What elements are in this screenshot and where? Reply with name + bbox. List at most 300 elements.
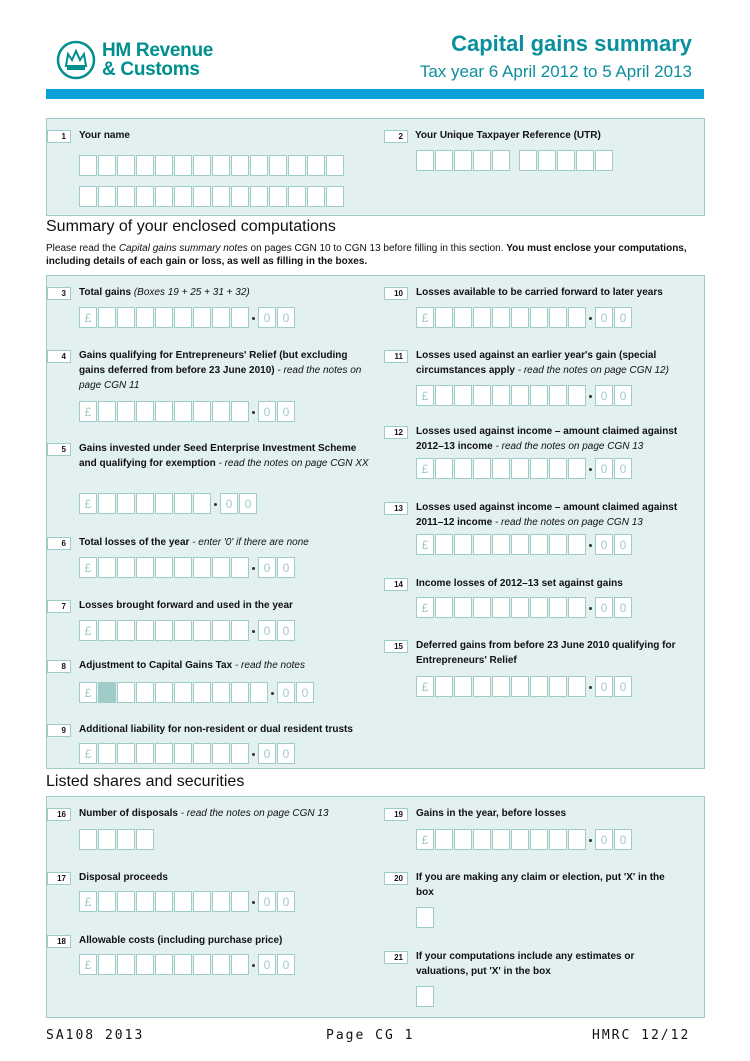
pound-digit-box[interactable] (155, 557, 173, 578)
pound-digit-box[interactable] (435, 458, 453, 479)
question-text: Gains invested under Seed Enterprise Investment Scheme and qualifying for exemption (79, 443, 357, 469)
pound-digit-box[interactable] (136, 620, 154, 641)
name-char-box[interactable] (307, 155, 325, 176)
name-char-box[interactable] (79, 155, 97, 176)
digit-box[interactable] (79, 829, 97, 850)
amount-field[interactable] (416, 829, 633, 850)
checkbox[interactable] (416, 907, 434, 928)
digit-box[interactable] (98, 829, 116, 850)
pound-digit-box[interactable] (473, 676, 491, 697)
decimal-point (212, 493, 220, 514)
question-label (416, 424, 706, 454)
question-text: Disposal proceeds (79, 872, 168, 883)
name-char-box[interactable] (269, 186, 287, 207)
pound-digit-box[interactable] (492, 597, 510, 618)
name-char-box[interactable] (212, 155, 230, 176)
pound-digit-box[interactable] (435, 534, 453, 555)
pound-digit-box[interactable] (492, 676, 510, 697)
summary-heading: Summary of your enclosed computations (46, 218, 336, 235)
pound-digit-box[interactable]: £ (79, 557, 97, 578)
question-note: - read the notes on page CGN 12) (517, 365, 669, 376)
pound-digit-box[interactable] (212, 401, 230, 422)
pound-digit-box[interactable] (174, 743, 192, 764)
pound-digit-box[interactable] (454, 534, 472, 555)
pound-digit-box[interactable] (117, 557, 135, 578)
pound-digit-box[interactable] (435, 676, 453, 697)
pound-digit-box[interactable] (454, 597, 472, 618)
pound-digit-box[interactable] (549, 676, 567, 697)
name-char-box[interactable] (307, 186, 325, 207)
pound-digit-box[interactable] (473, 385, 491, 406)
adjustment-amount-field[interactable] (79, 682, 315, 703)
question-text: Total gains (79, 287, 132, 298)
utr-digit-box[interactable] (473, 150, 491, 171)
pound-digit-box[interactable] (117, 620, 135, 641)
pound-digit-box[interactable] (212, 682, 230, 703)
pound-digit-box[interactable] (98, 954, 116, 975)
pence-digit-box[interactable]: 0 (595, 676, 613, 697)
pence-digit-box[interactable]: 0 (277, 307, 295, 328)
pound-digit-box[interactable] (193, 557, 211, 578)
decimal-point (587, 676, 595, 697)
question-label (416, 870, 676, 900)
pound-digit-box[interactable] (530, 597, 548, 618)
question-note: - read the notes on page CGN XX (218, 458, 369, 469)
pence-digit-box[interactable]: 0 (614, 458, 632, 479)
pound-digit-box[interactable] (212, 557, 230, 578)
name-char-box[interactable] (250, 155, 268, 176)
pound-digit-box[interactable] (250, 682, 268, 703)
claim-checkbox[interactable] (416, 907, 435, 928)
digit-box[interactable] (136, 829, 154, 850)
question-label (416, 500, 706, 530)
pound-digit-box[interactable] (473, 458, 491, 479)
utr-label: Your Unique Taxpayer Reference (UTR) (415, 130, 601, 141)
pence-digit-box[interactable]: 0 (258, 401, 276, 422)
pound-digit-box[interactable] (155, 891, 173, 912)
utr-digit-box[interactable] (576, 150, 594, 171)
pound-digit-box[interactable] (231, 307, 249, 328)
intro-instruction: You must enclose your computations, including details of each gain or loss, as well as filling in the boxes. (46, 243, 687, 267)
pound-digit-box[interactable] (98, 743, 116, 764)
pound-digit-box[interactable] (98, 401, 116, 422)
pound-digit-box[interactable] (492, 385, 510, 406)
estimates-checkbox[interactable] (416, 986, 435, 1007)
pound-digit-box[interactable] (492, 534, 510, 555)
name-char-box[interactable] (326, 155, 344, 176)
name-char-box[interactable] (231, 155, 249, 176)
question-number: 6 (47, 537, 71, 550)
name-char-box[interactable] (98, 155, 116, 176)
pound-digit-box[interactable] (117, 954, 135, 975)
pound-digit-box[interactable] (511, 458, 529, 479)
question-text: Losses used against an earlier year's gain (special circumstances apply (416, 350, 657, 376)
pound-digit-box[interactable] (136, 954, 154, 975)
name-char-box[interactable] (79, 186, 97, 207)
utr-digit-box[interactable] (595, 150, 613, 171)
amount-field[interactable] (79, 891, 296, 912)
pound-digit-box[interactable] (155, 682, 173, 703)
decimal-point (587, 597, 595, 618)
pence-digit-box[interactable]: 0 (258, 954, 276, 975)
pence-digit-box[interactable]: 0 (277, 620, 295, 641)
pence-digit-box[interactable]: 0 (595, 829, 613, 850)
pound-digit-box[interactable] (231, 743, 249, 764)
pound-digit-box[interactable]: £ (416, 385, 434, 406)
utr-digit-box[interactable] (454, 150, 472, 171)
pound-digit-box[interactable] (193, 493, 211, 514)
pound-digit-box[interactable]: £ (79, 307, 97, 328)
pound-digit-box[interactable] (193, 954, 211, 975)
question-text: Deferred gains from before 23 June 2010 qualifying for Entrepreneurs' Relief (416, 640, 676, 666)
pound-digit-box[interactable] (568, 385, 586, 406)
name-char-box[interactable] (193, 155, 211, 176)
question-number: 15 (384, 640, 408, 653)
name-char-box[interactable] (250, 186, 268, 207)
pound-digit-box[interactable] (174, 891, 192, 912)
pound-digit-box[interactable] (435, 829, 453, 850)
pence-digit-box[interactable]: 0 (258, 307, 276, 328)
name-char-box[interactable] (288, 186, 306, 207)
pence-digit-box[interactable]: 0 (258, 891, 276, 912)
name-char-box[interactable] (212, 186, 230, 207)
pound-digit-box[interactable] (231, 891, 249, 912)
pound-digit-box[interactable] (530, 307, 548, 328)
question-number: 13 (384, 502, 408, 515)
pound-digit-box[interactable]: £ (79, 743, 97, 764)
name-char-box[interactable] (269, 155, 287, 176)
header-rule (46, 89, 704, 99)
pound-digit-box[interactable] (568, 534, 586, 555)
pound-digit-box[interactable] (193, 307, 211, 328)
pound-digit-box[interactable] (174, 682, 192, 703)
pound-digit-box[interactable] (231, 682, 249, 703)
pound-digit-box[interactable] (511, 307, 529, 328)
pound-digit-box[interactable] (193, 682, 211, 703)
pound-digit-box[interactable] (174, 307, 192, 328)
pound-digit-box[interactable] (155, 954, 173, 975)
question-note: - read the notes on page CGN 11 (79, 365, 362, 391)
question-label (416, 806, 706, 821)
pound-digit-box[interactable] (136, 891, 154, 912)
form-code: SA108 2013 (46, 1028, 145, 1043)
utr-digit-box[interactable] (538, 150, 556, 171)
pound-digit-box[interactable] (549, 829, 567, 850)
question-number: 10 (384, 287, 408, 300)
pound-digit-box[interactable] (193, 743, 211, 764)
pound-digit-box[interactable] (117, 401, 135, 422)
pound-digit-box[interactable] (136, 401, 154, 422)
utr-digit-box[interactable] (519, 150, 537, 171)
question-label (79, 348, 369, 393)
pound-digit-box[interactable] (117, 493, 135, 514)
question-text: Losses used against income – amount claimed against 2012–13 income (416, 426, 678, 452)
pound-digit-box[interactable] (549, 307, 567, 328)
pence-digit-box[interactable]: 0 (277, 682, 295, 703)
pound-digit-box[interactable]: £ (79, 891, 97, 912)
amount-field[interactable] (416, 597, 633, 618)
pence-digit-box[interactable]: 0 (277, 743, 295, 764)
pound-digit-box[interactable] (473, 307, 491, 328)
pound-digit-box[interactable] (549, 385, 567, 406)
pound-digit-box[interactable] (98, 891, 116, 912)
pound-digit-box[interactable]: £ (416, 597, 434, 618)
pound-digit-box[interactable] (231, 954, 249, 975)
pence-digit-box[interactable]: 0 (614, 385, 632, 406)
decimal-point (250, 891, 258, 912)
pound-digit-box[interactable] (530, 385, 548, 406)
pound-digit-box[interactable] (231, 620, 249, 641)
pound-digit-box[interactable]: £ (79, 401, 97, 422)
question-text: Allowable costs (including purchase price) (79, 935, 283, 946)
question-number: 9 (47, 724, 71, 737)
amount-field[interactable] (416, 534, 633, 555)
pence-digit-box[interactable]: 0 (277, 891, 295, 912)
name-field-line-1[interactable] (79, 155, 345, 176)
pound-digit-box[interactable] (117, 891, 135, 912)
name-char-box[interactable] (326, 186, 344, 207)
pound-digit-box[interactable] (212, 620, 230, 641)
pound-digit-box[interactable] (98, 682, 116, 703)
amount-field[interactable] (79, 743, 296, 764)
name-char-box[interactable] (98, 186, 116, 207)
question-number: 19 (384, 808, 408, 821)
question-text: Income losses of 2012–13 set against gains (416, 578, 623, 589)
pound-digit-box[interactable] (530, 829, 548, 850)
pound-digit-box[interactable] (155, 307, 173, 328)
pound-digit-box[interactable]: £ (416, 676, 434, 697)
pound-digit-box[interactable] (568, 458, 586, 479)
name-field-line-2[interactable] (79, 186, 345, 207)
pound-digit-box[interactable] (212, 307, 230, 328)
pound-digit-box[interactable] (231, 557, 249, 578)
name-char-box[interactable] (155, 186, 173, 207)
name-char-box[interactable] (193, 186, 211, 207)
pence-digit-box[interactable]: 0 (258, 743, 276, 764)
pound-digit-box[interactable] (492, 458, 510, 479)
pence-digit-box[interactable]: 0 (614, 597, 632, 618)
pound-digit-box[interactable] (136, 682, 154, 703)
pound-digit-box[interactable] (193, 620, 211, 641)
amount-field[interactable] (416, 385, 633, 406)
pound-digit-box[interactable] (549, 597, 567, 618)
pound-digit-box[interactable] (174, 401, 192, 422)
name-char-box[interactable] (174, 155, 192, 176)
question-note: - read the notes on page CGN 13 (180, 808, 329, 819)
pound-digit-box[interactable]: £ (416, 307, 434, 328)
pound-digit-box[interactable] (454, 829, 472, 850)
name-char-box[interactable] (174, 186, 192, 207)
pound-digit-box[interactable] (155, 493, 173, 514)
pence-digit-box[interactable]: 0 (277, 401, 295, 422)
pence-digit-box[interactable]: 0 (239, 493, 257, 514)
name-char-box[interactable] (136, 155, 154, 176)
pound-digit-box[interactable] (117, 682, 135, 703)
logo-line-1: HM Revenue (102, 40, 214, 61)
decimal-point (250, 401, 258, 422)
pound-digit-box[interactable] (473, 597, 491, 618)
question-number: 4 (47, 350, 71, 363)
pound-digit-box[interactable] (530, 458, 548, 479)
pence-digit-box[interactable]: 0 (277, 557, 295, 578)
question-text: If you are making any claim or election, put 'X' in the box (416, 872, 665, 898)
pound-digit-box[interactable] (435, 385, 453, 406)
question-number: 8 (47, 660, 71, 673)
question-text: Losses available to be carried forward to later years (416, 287, 663, 298)
pound-digit-box[interactable] (492, 307, 510, 328)
disposals-count-field[interactable] (79, 829, 155, 850)
pound-digit-box[interactable] (174, 493, 192, 514)
pound-digit-box[interactable] (454, 307, 472, 328)
question-label (416, 285, 706, 300)
amount-field[interactable] (79, 954, 296, 975)
pound-digit-box[interactable] (98, 493, 116, 514)
pound-digit-box[interactable]: £ (416, 534, 434, 555)
digit-box[interactable] (117, 829, 135, 850)
pound-digit-box[interactable] (117, 743, 135, 764)
pence-digit-box[interactable]: 0 (595, 597, 613, 618)
question-number: 20 (384, 872, 408, 885)
pound-digit-box[interactable] (136, 493, 154, 514)
pound-digit-box[interactable] (454, 458, 472, 479)
amount-field[interactable] (416, 458, 633, 479)
pound-digit-box[interactable] (568, 829, 586, 850)
pence-digit-box[interactable]: 0 (595, 385, 613, 406)
pound-digit-box[interactable] (98, 620, 116, 641)
pound-digit-box[interactable] (231, 401, 249, 422)
checkbox[interactable] (416, 986, 434, 1007)
question-note: - read the notes on page CGN 13 (494, 517, 643, 528)
pound-digit-box[interactable] (492, 829, 510, 850)
pound-digit-box[interactable] (117, 307, 135, 328)
pound-digit-box[interactable] (568, 597, 586, 618)
pence-digit-box[interactable]: 0 (614, 534, 632, 555)
amount-field[interactable] (79, 620, 296, 641)
pound-digit-box[interactable]: £ (79, 954, 97, 975)
question-number: 12 (384, 426, 408, 439)
pence-digit-box[interactable]: 0 (614, 829, 632, 850)
pence-digit-box[interactable]: 0 (220, 493, 238, 514)
pound-digit-box[interactable] (511, 676, 529, 697)
amount-field[interactable] (416, 676, 633, 697)
question-number: 3 (47, 287, 71, 300)
pence-digit-box[interactable]: 0 (595, 458, 613, 479)
pence-digit-box[interactable]: 0 (595, 307, 613, 328)
pound-digit-box[interactable] (155, 401, 173, 422)
pound-digit-box[interactable] (212, 891, 230, 912)
pound-digit-box[interactable] (174, 557, 192, 578)
utr-digit-box[interactable] (492, 150, 510, 171)
question-text: If your computations include any estimates or valuations, put 'X' in the box (416, 951, 635, 977)
pound-digit-box[interactable] (435, 307, 453, 328)
utr-digit-box[interactable] (557, 150, 575, 171)
pound-digit-box[interactable] (174, 954, 192, 975)
name-char-box[interactable] (136, 186, 154, 207)
amount-field[interactable] (416, 307, 633, 328)
question-label (79, 722, 369, 737)
pound-digit-box[interactable] (568, 676, 586, 697)
pound-digit-box[interactable]: £ (79, 620, 97, 641)
pence-digit-box[interactable]: 0 (258, 620, 276, 641)
question-label (79, 598, 369, 613)
pound-digit-box[interactable]: £ (416, 829, 434, 850)
question-note: - read the notes on page CGN 13 (495, 441, 644, 452)
name-char-box[interactable] (231, 186, 249, 207)
amount-field[interactable] (79, 557, 296, 578)
pound-digit-box[interactable] (174, 620, 192, 641)
pound-digit-box[interactable] (530, 534, 548, 555)
pence-digit-box[interactable]: 0 (614, 676, 632, 697)
pence-digit-box[interactable]: 0 (595, 534, 613, 555)
pound-digit-box[interactable] (98, 557, 116, 578)
pence-digit-box[interactable]: 0 (277, 954, 295, 975)
pound-digit-box[interactable] (136, 307, 154, 328)
name-char-box[interactable] (288, 155, 306, 176)
decimal-point (587, 385, 595, 406)
utr-digit-box[interactable] (416, 150, 434, 171)
pound-digit-box[interactable] (136, 743, 154, 764)
pound-digit-box[interactable]: £ (416, 458, 434, 479)
decimal-point (250, 620, 258, 641)
logo-wordmark (102, 41, 213, 79)
question-label (79, 933, 369, 948)
name-char-box[interactable] (117, 155, 135, 176)
pound-digit-box[interactable] (549, 534, 567, 555)
pound-digit-box[interactable] (549, 458, 567, 479)
question-note: - read the notes (234, 660, 305, 671)
pound-digit-box[interactable] (454, 385, 472, 406)
pence-digit-box[interactable]: 0 (614, 307, 632, 328)
pound-digit-box[interactable] (98, 307, 116, 328)
amount-field[interactable] (79, 307, 296, 328)
pound-digit-box[interactable] (435, 597, 453, 618)
pound-digit-box[interactable] (454, 676, 472, 697)
pound-digit-box[interactable] (212, 954, 230, 975)
question-number: 18 (47, 935, 71, 948)
pound-digit-box[interactable] (511, 534, 529, 555)
utr-digit-box[interactable] (435, 150, 453, 171)
pence-digit-box[interactable]: 0 (258, 557, 276, 578)
pound-digit-box[interactable] (511, 597, 529, 618)
amount-field[interactable] (79, 401, 296, 422)
pound-digit-box[interactable]: £ (79, 682, 97, 703)
page-title: Capital gains summary (451, 31, 692, 56)
pound-digit-box[interactable] (212, 743, 230, 764)
pound-digit-box[interactable] (193, 401, 211, 422)
pound-digit-box[interactable] (511, 385, 529, 406)
amount-field[interactable] (79, 493, 258, 514)
pound-digit-box[interactable] (136, 557, 154, 578)
pound-digit-box[interactable] (473, 534, 491, 555)
name-char-box[interactable] (117, 186, 135, 207)
intro-text: Please read the (46, 243, 119, 254)
pound-digit-box[interactable]: £ (79, 493, 97, 514)
decimal-point (587, 307, 595, 328)
pound-digit-box[interactable] (155, 743, 173, 764)
pound-digit-box[interactable] (473, 829, 491, 850)
pound-digit-box[interactable] (530, 676, 548, 697)
pound-digit-box[interactable] (568, 307, 586, 328)
crown-icon (56, 40, 96, 80)
question-label (79, 441, 369, 471)
pound-digit-box[interactable] (155, 620, 173, 641)
utr-field[interactable] (416, 150, 614, 171)
name-char-box[interactable] (155, 155, 173, 176)
question-text: Total losses of the year (79, 537, 190, 548)
pence-digit-box[interactable]: 0 (296, 682, 314, 703)
pound-digit-box[interactable] (193, 891, 211, 912)
pound-digit-box[interactable] (511, 829, 529, 850)
